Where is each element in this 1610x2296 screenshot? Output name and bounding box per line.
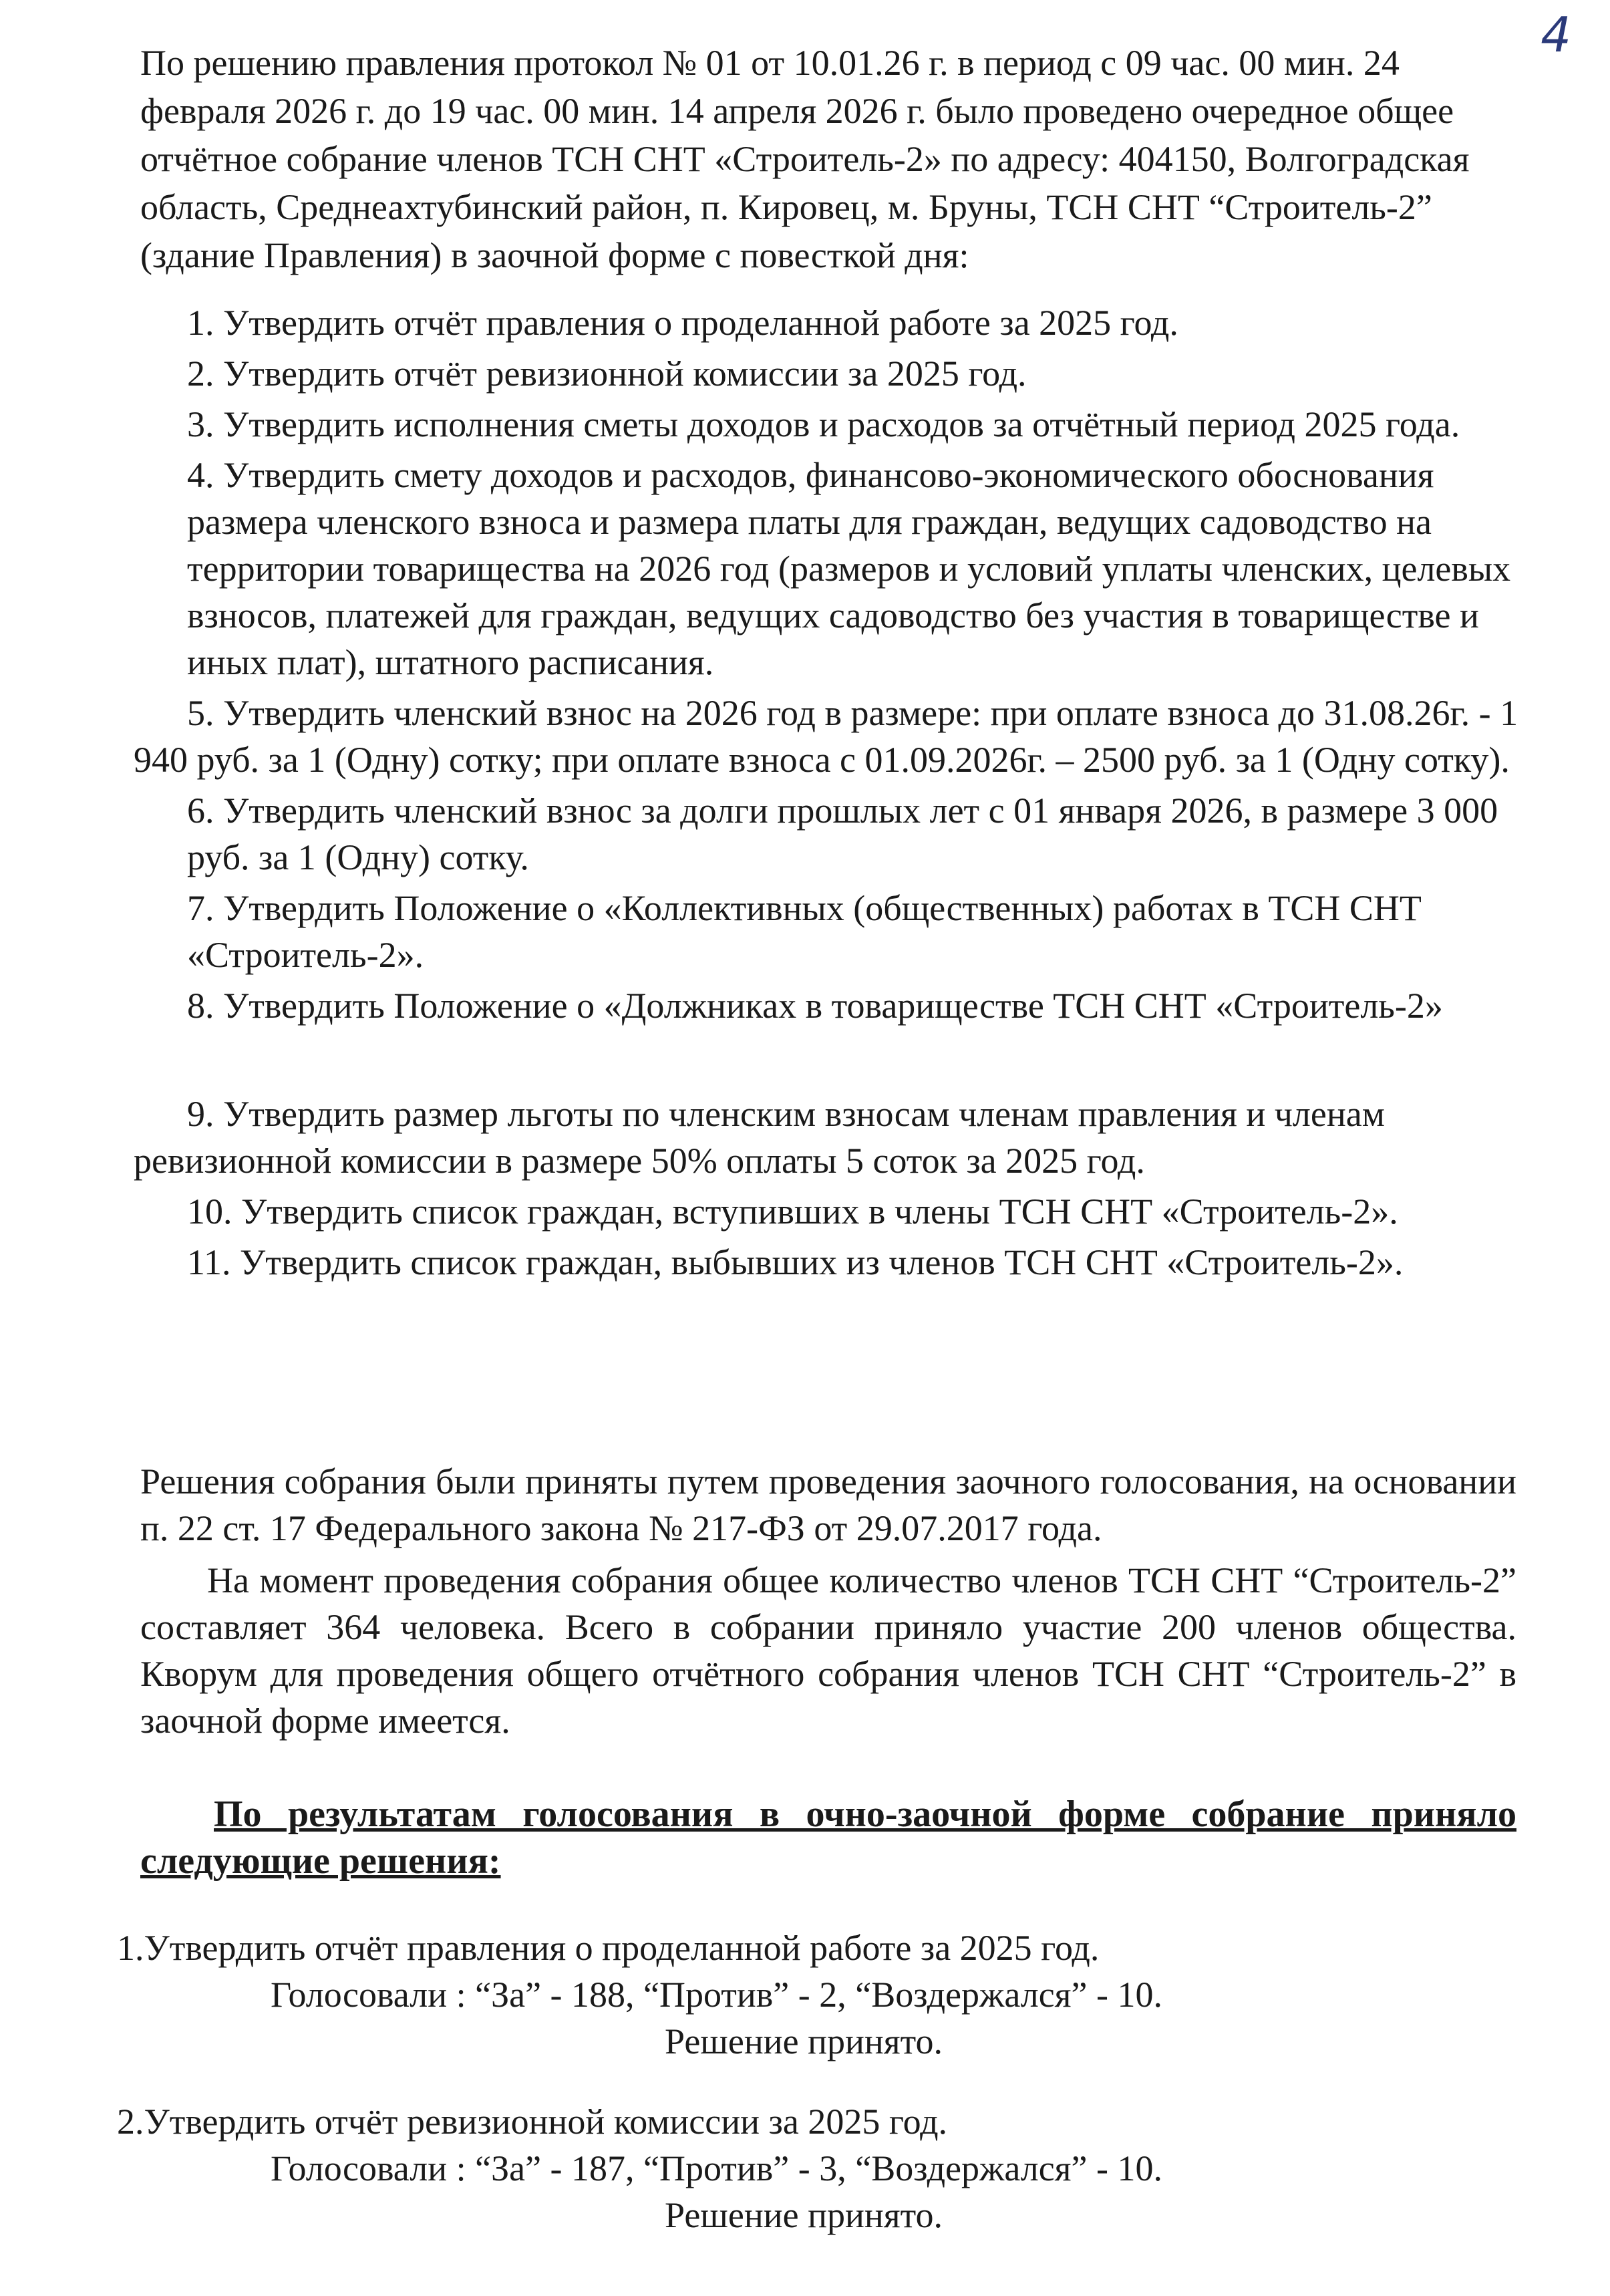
agenda-item: 2. Утвердить отчёт ревизионной комиссии за 2025 год. xyxy=(187,353,1027,394)
agenda-item: 5. Утвердить членский взнос на 2026 год в размере: при оплате взноса до 31.08.26г. - 1 940 руб. за 1 (Одну) сотку; при оплате взноса с 01.09.2026г. – 2500 руб. за 1 (Одну сотку). xyxy=(134,693,1518,780)
decision-title: 1.Утвердить отчёт правления о проделанной работе за 2025 год. xyxy=(117,1928,1100,1968)
agenda-list xyxy=(134,299,1523,1290)
agenda-item: 10. Утвердить список граждан, вступивших в члены ТСН СНТ «Строитель-2». xyxy=(187,1191,1398,1232)
agenda-item: 4. Утвердить смету доходов и расходов, финансово-экономического обоснования размера членского взноса и размера платы для граждан, ведущих садоводство на территории товарищества на 2026 год (размеров и условий уплаты членских, целевых взносов, платежей для граждан, ведущих садоводство без участия в товариществе и иных плат), штатного расписания. xyxy=(187,455,1511,682)
decision-result: Решение принято. xyxy=(665,2021,943,2061)
agenda-item: 11. Утвердить список граждан, выбывших из членов ТСН СНТ «Строитель-2». xyxy=(187,1242,1404,1282)
vote-line: Голосовали : “За” - 188, “Против” - 2, “Воздержался” - 10. xyxy=(271,1975,1162,2015)
agenda-item: 7. Утвердить Положение о «Коллективных (общественных) работах в ТСН СНТ «Строитель-2». xyxy=(187,888,1422,975)
decision-title: 2.Утвердить отчёт ревизионной комиссии за 2025 год. xyxy=(117,2102,948,2142)
decision-block xyxy=(117,1924,1520,2065)
results-heading: По результатам голосования в очно-заочной форме собрание приняло следующие решения: xyxy=(140,1793,1516,1882)
decision-result: Решение принято. xyxy=(665,2195,943,2235)
agenda-item: 3. Утвердить исполнения сметы доходов и расходов за отчётный период 2025 года. xyxy=(187,404,1460,444)
vote-line: Голосовали : “За” - 187, “Против” - 3, “Воздержался” - 10. xyxy=(271,2148,1162,2188)
intro-paragraph: По решению правления протокол № 01 от 10.01.26 г. в период с 09 час. 00 мин. 24 февраля 2026 г. до 19 час. 00 мин. 14 апреля 2026 г. было проведено очередное общее отчётное собрание членов ТСН СНТ «Строитель-2» по адресу: 404150, Волгоградская область, Среднеахтубинский район, п. Кировец, м. Бруны, ТСН СНТ “Строитель-2” (здание Правления) в заочной форме с повесткой дня: xyxy=(140,43,1470,275)
agenda-item: 6. Утвердить членский взнос за долги прошлых лет с 01 января 2026, в размере 3 000 руб. за 1 (Одну) сотку. xyxy=(187,791,1498,877)
agenda-item: 8. Утвердить Положение о «Должниках в товариществе ТСН СНТ «Строитель-2» xyxy=(187,986,1443,1026)
agenda-item: 9. Утвердить размер льготы по членским взносам членам правления и членам ревизионной комиссии в размере 50% оплаты 5 соток за 2025 год. xyxy=(134,1094,1385,1181)
legal-basis-paragraph: Решения собрания были приняты путем проведения заочного голосования, на основании п. 22 ст. 17 Федерального закона № 217-ФЗ от 29.07.2017 года. xyxy=(140,1461,1516,1548)
decision-block xyxy=(117,2098,1520,2239)
quorum-paragraph: На момент проведения собрания общее количество членов ТСН СНТ “Строитель-2” составляет 364 человека. Всего в собрании приняло участие 200 членов общества. Кворум для проведения общего отчётного собрания членов ТСН СНТ “Строитель-2” в заочной форме имеется. xyxy=(140,1560,1516,1741)
page-number: 4 xyxy=(1541,7,1571,63)
agenda-item: 1. Утвердить отчёт правления о проделанной работе за 2025 год. xyxy=(187,303,1178,343)
